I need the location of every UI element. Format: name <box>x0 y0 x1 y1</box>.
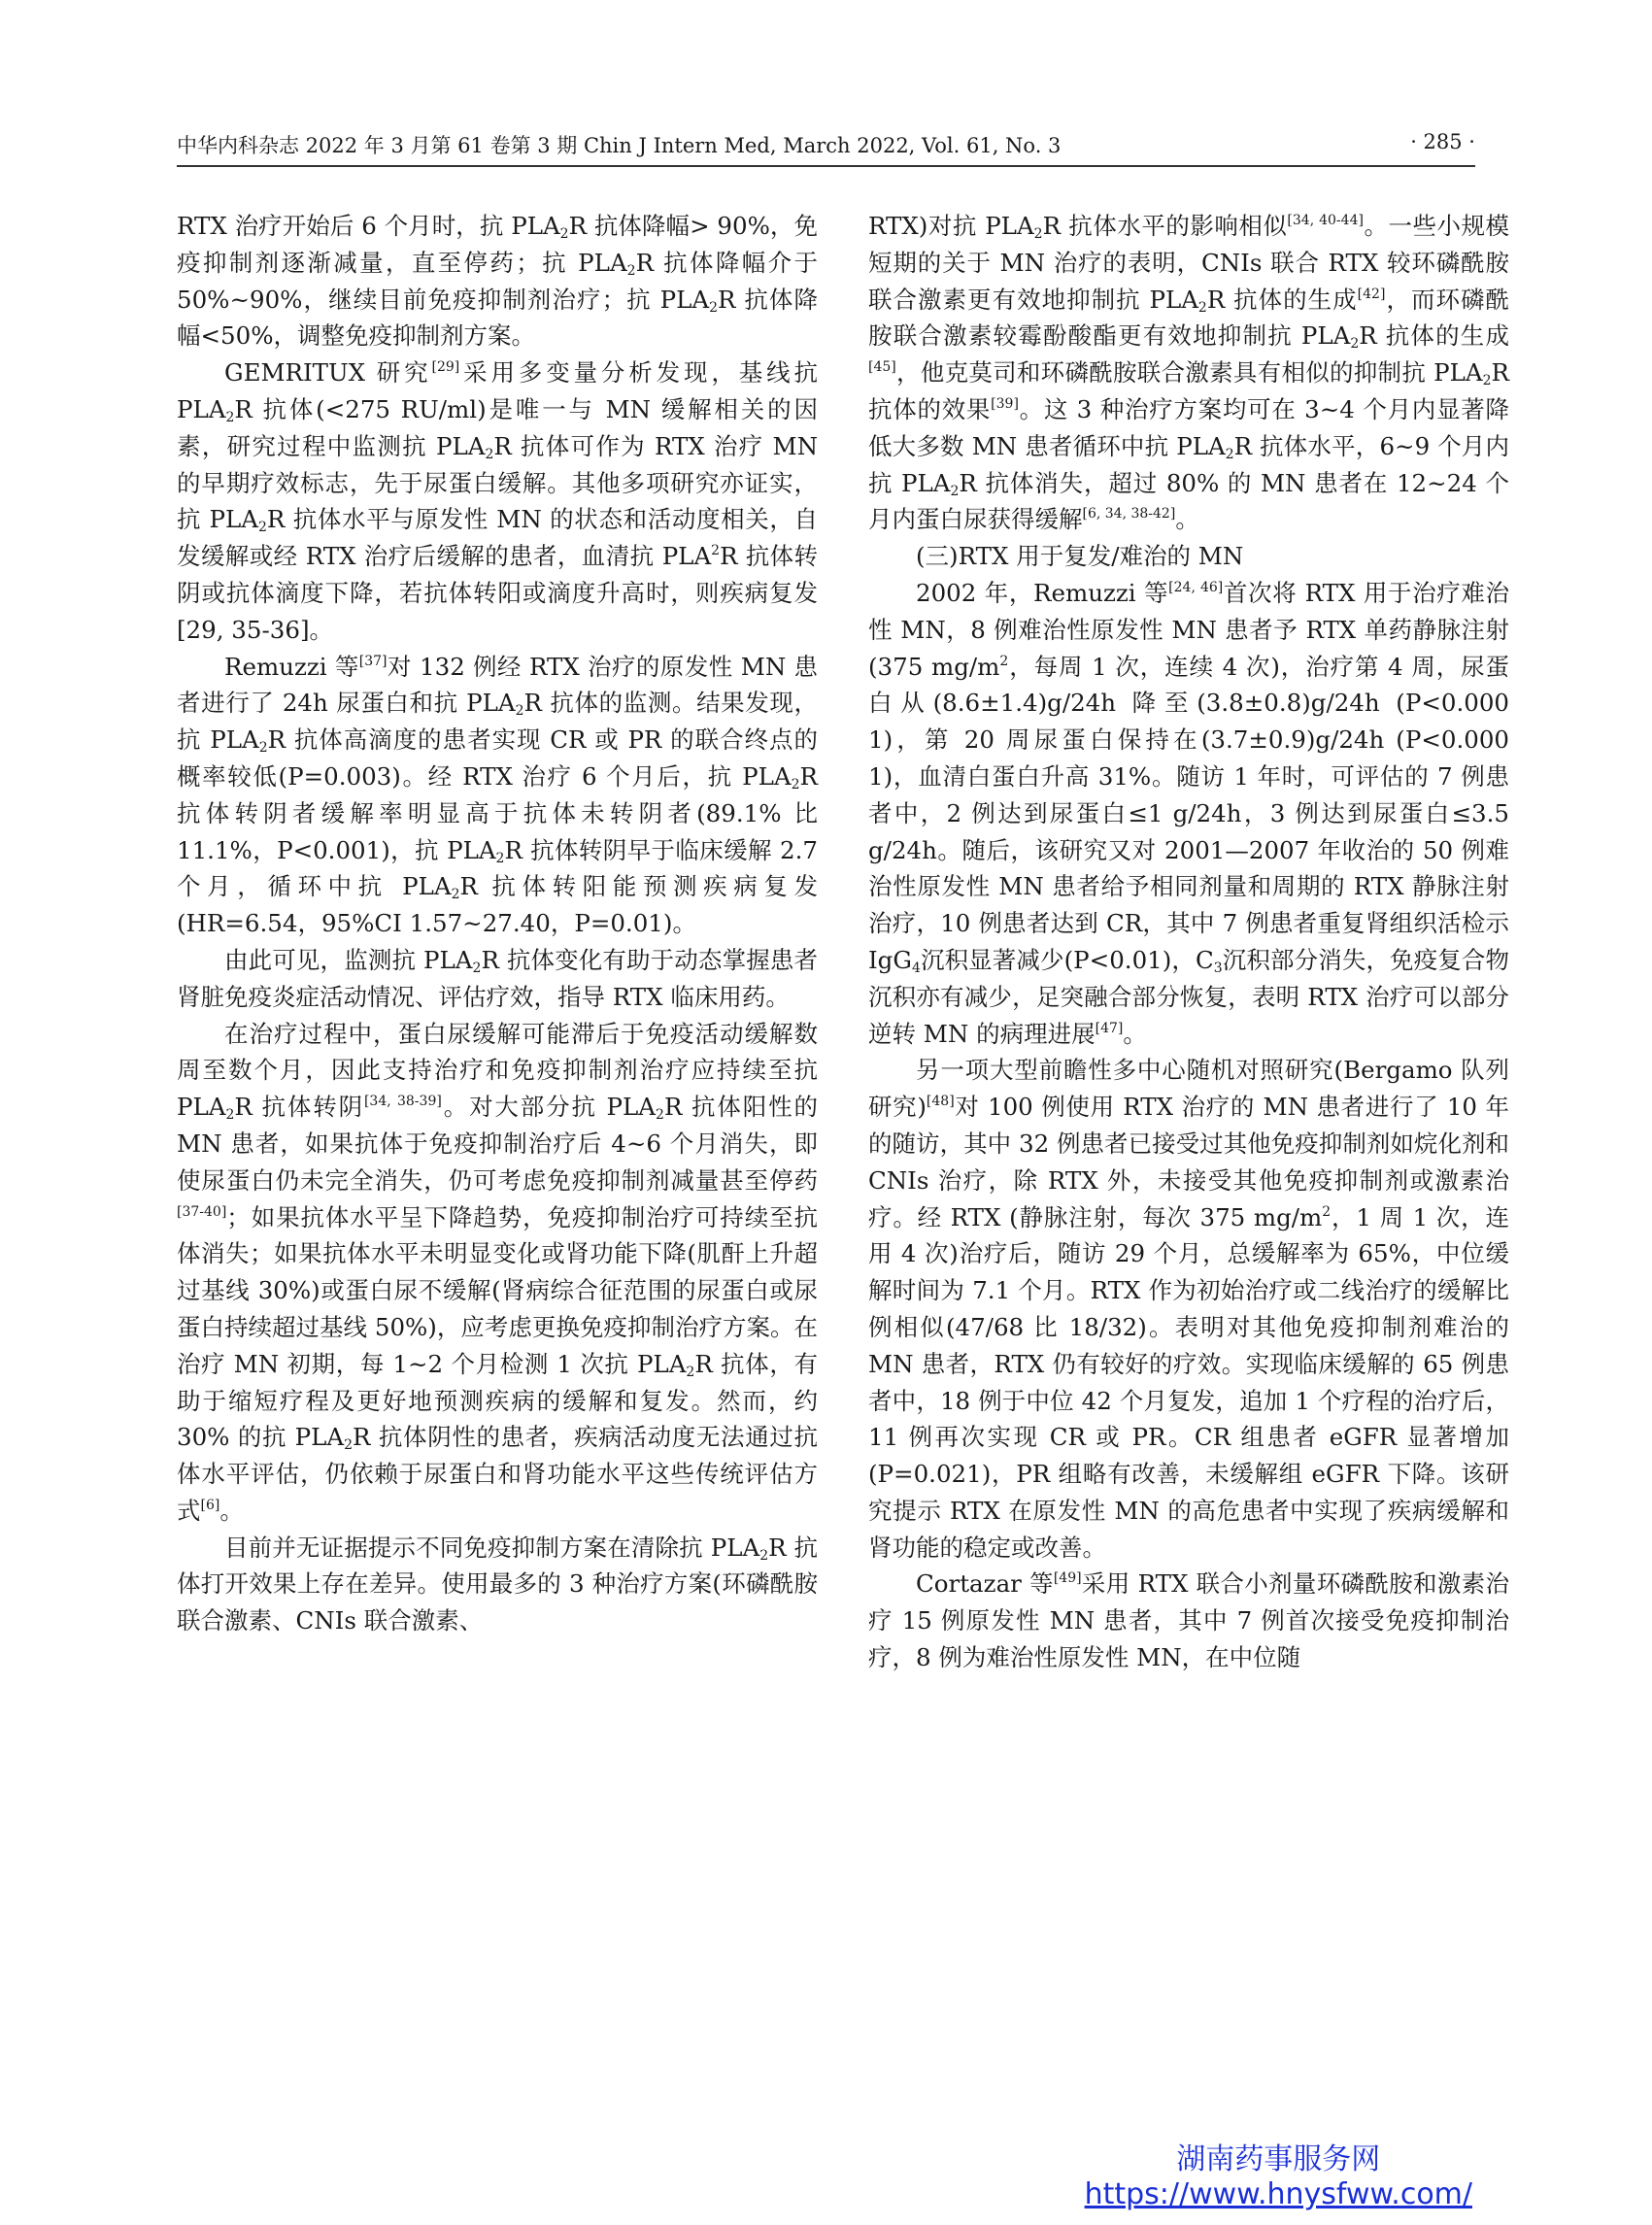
citation-ref: [6, 34, 38-42] <box>1082 506 1176 523</box>
subscript: 2 <box>1033 226 1043 242</box>
paragraph <box>177 1530 818 1639</box>
text-run: R 抗体转阴 <box>234 1093 364 1122</box>
watermark <box>1085 2142 1472 2212</box>
text-run: ，他克莫司和环磷酰胺联合激素具有相似的抑制抗 PLA <box>895 358 1483 388</box>
text-run: R 抗体阳性的 MN 患者，如果抗体于免疫抑制治疗后 4~6 个月消失，即使尿蛋白仍未完全消失，仍可考虑免疫抑制剂减量甚至停药 <box>177 1093 819 1195</box>
text-run: R 抗体消失，超过 80% 的 MN 患者在 12~24 个月内蛋白尿获得缓解 <box>868 468 1509 534</box>
paragraph <box>868 1566 1509 1675</box>
text-run: [29, 35-36] <box>177 615 310 644</box>
citation-ref: [34, 38-39] <box>363 1094 442 1110</box>
subscript: 2 <box>1225 446 1234 462</box>
text-run: 。 <box>219 1496 244 1525</box>
subscript: 2 <box>626 262 636 279</box>
subscript: 2 <box>225 409 235 425</box>
subscript: 2 <box>472 960 482 976</box>
subscript: 2 <box>451 887 460 903</box>
citation-ref: [42] <box>1357 286 1386 302</box>
text-run: 首次将 RTX 用于治疗难治性 MN，8 例难治性原发性 MN 患者予 RTX 单药静脉注射(375 mg/m <box>868 578 1509 681</box>
subscript: 2 <box>1482 373 1492 389</box>
subscript: 2 <box>258 520 267 536</box>
citation-ref: 2 <box>1322 1203 1332 1220</box>
citation-ref: [45] <box>868 359 896 376</box>
text-run: 目前并无证据提示不同免疫抑制方案在清除抗 PLA <box>224 1533 760 1562</box>
subscript: 2 <box>656 1107 664 1124</box>
watermark-url[interactable]: https://www.hnysfww.com/ <box>1084 2177 1472 2211</box>
citation-ref: [24, 46] <box>1168 579 1224 595</box>
text-run: R 抗体转阴或抗体滴度下降，若抗体转阳或滴度升高时，则疾病复发 <box>177 542 819 607</box>
left-column <box>177 208 818 1639</box>
paragraph <box>177 942 818 1016</box>
text-run: (三)RTX 用于复发/难治的 MN <box>916 542 1244 571</box>
citation-ref: [49] <box>1053 1570 1082 1587</box>
citation-ref: [34, 40-44] <box>1287 213 1364 228</box>
text-run: Remuzzi 等 <box>224 652 359 681</box>
text-run: R 抗体降幅> 90%，免疫抑制剂逐渐减量，直至停药；抗 PLA <box>177 212 818 277</box>
text-run: R 抗体水平，6~9 个月内抗 PLA <box>868 431 1509 497</box>
text-run: R 抗体，有助于缩短疗程及更好地预测疾病的缓解和复发。然而，约 30% 的抗 PLA <box>177 1349 819 1452</box>
text-run: R 抗体高滴度的患者实现 CR 或 PR 的联合终点的概率较低(P=0.003)。经 RTX 治疗 6 个月后，抗 PLA <box>177 725 818 791</box>
text-run: ，而环磷酰胺联合激素较霉酚酸酯更有效地抑制抗 PLA <box>868 285 1509 351</box>
subscript: 2 <box>495 850 505 866</box>
subscript: 3 <box>1213 960 1223 976</box>
subscript: 2 <box>950 483 960 499</box>
text-run: R 抗体可作为 RTX 治疗 MN 的早期疗效标志，先于尿蛋白缓解。其他多项研究亦证实，抗 PLA <box>177 431 819 534</box>
subscript: 2 <box>1350 336 1360 353</box>
text-run: R 抗体降幅介于 50%~90%，继续目前免疫抑制剂治疗；抗 PLA <box>177 248 819 314</box>
citation-ref: [29] <box>431 359 460 376</box>
text-run: 。对大部分抗 PLA <box>441 1093 657 1122</box>
text-run: R 抗体水平与原发性 MN 的状态和活动度相关，自发缓解或经 RTX 治疗后缓解的患者，血清抗 PLA <box>177 505 818 571</box>
paragraph <box>868 1052 1509 1566</box>
paragraph <box>177 208 818 354</box>
text-run: RTX)对抗 PLA <box>868 212 1034 240</box>
text-run: R 抗体的生成 <box>1206 285 1358 314</box>
citation-ref: [48] <box>926 1094 955 1110</box>
text-run: Cortazar 等 <box>916 1569 1054 1599</box>
paragraph <box>177 354 818 648</box>
page-number: · 285 · <box>1410 130 1475 153</box>
text-run: ；如果抗体水平呈下降趋势，免疫抑制治疗可持续至抗体消失；如果抗体水平未明显变化或肾功能下降(肌酐上升超过基线 30%)或蛋白尿不缓解(肾病综合征范围的尿蛋白或尿蛋白持续超过基线 50%)，应考虑更换免疫抑制治疗方案。在治疗 MN 初期，每 1~2 个月检测 1 次抗 PLA <box>177 1202 818 1378</box>
citation-ref: [37] <box>358 653 388 669</box>
text-run: R 抗体水平的影响相似 <box>1042 212 1288 240</box>
subscript: 2 <box>559 226 569 242</box>
citation-ref: [47] <box>1095 1020 1124 1036</box>
citation-ref: 2 <box>711 543 721 559</box>
text-run: R 抗体转阴者缓解率明显高于抗体未转阴者(89.1% 比 11.1%，P<0.001)，抗 PLA <box>177 761 818 864</box>
subscript: 2 <box>1197 299 1207 316</box>
citation-ref: [6] <box>200 1497 220 1513</box>
text-run: 。 <box>1175 505 1199 534</box>
paragraph <box>177 649 818 942</box>
text-run: 。 <box>1123 1019 1147 1048</box>
watermark-site-name: 湖南药事服务网 <box>1176 2142 1381 2176</box>
text-run: 对 132 例经 RTX 治疗的原发性 MN 患者进行了 24h 尿蛋白和抗 PLA <box>177 652 818 718</box>
text-run: 对 100 例使用 RTX 治疗的 MN 患者进行了 10 年的随访，其中 32 例患者已接受过其他免疫抑制剂如烷化剂和 CNIs 治疗，除 RTX 外，未接受其他免疫抑制剂或激素治疗。经 RTX (静脉注射，每次 375 mg/m <box>868 1093 1509 1231</box>
subscript: 2 <box>686 1364 695 1380</box>
text-run: R 抗体的生成 <box>1359 321 1510 351</box>
subscript: 4 <box>911 960 921 976</box>
subscript: 2 <box>709 299 718 316</box>
text-run: 另一项大型前瞻性多中心随机对照研究(Bergamo 队列研究) <box>868 1056 1509 1122</box>
text-run: R 抗体的监测。结果发现，抗 PLA <box>177 689 819 755</box>
text-run: 。 <box>309 615 333 644</box>
paragraph <box>868 575 1509 1052</box>
text-run: GEMRITUX 研究 <box>224 358 432 388</box>
text-run: 在治疗过程中，蛋白尿缓解可能滞后于免疫活动缓解数周至数个月，因此支持治疗和免疫抑制剂治疗应持续至抗 PLA <box>177 1019 818 1122</box>
subscript: 2 <box>791 776 800 792</box>
text-run: R 抗体打开效果上存在差异。使用最多的 3 种治疗方案(环磷酰胺联合激素、CNIs 联合激素、 <box>177 1533 818 1635</box>
text-run: 2002 年，Remuzzi 等 <box>916 578 1169 607</box>
text-run: R 抗体转阳能预测疾病复发(HR=6.54，95%CI 1.57~27.40，P=0.01)。 <box>177 872 818 938</box>
text-run: RTX 治疗开始后 6 个月时，抗 PLA <box>177 212 560 240</box>
subscript: 2 <box>344 1437 354 1454</box>
text-run: 采用 RTX 联合小剂量环磷酰胺和激素治疗 15 例原发性 MN 患者，其中 7 例首次接受免疫抑制治疗，8 例为难治性原发性 MN，在中位随 <box>868 1569 1509 1672</box>
citation-ref: [39] <box>991 395 1019 412</box>
text-run: 沉积部分消失，免疫复合物沉积亦有减少，足突融合部分恢复，表明 RTX 治疗可以部分逆转 MN 的病理进展 <box>868 945 1509 1048</box>
subscript: 2 <box>515 703 524 720</box>
subscript: 2 <box>258 740 268 757</box>
running-header <box>177 130 1475 167</box>
journal-citation: 中华内科杂志 2022 年 3 月第 61 卷第 3 期 Chin J Intern Med, March 2022, Vol. 61, No. 3 <box>177 134 1062 157</box>
text-run: R 抗体降幅<50%，调整免疫抑制剂方案。 <box>177 285 818 351</box>
paragraph <box>177 1016 818 1530</box>
text-run: 由此可见，监测抗 PLA <box>224 945 473 974</box>
right-column <box>868 208 1509 1676</box>
text-run: ，每周 1 次，连续 4 次)，治疗第 4 周，尿蛋白从(8.6±1.4)g/24h 降至(3.8±0.8)g/24h (P<0.000 1)，第 20 周尿蛋白保持在(3.7±0.9)g/24h (P<0.000 1)，血清白蛋白升高 31%。随访 1 年时，可评估的 7 例患者中，2 例达到尿蛋白≤1 g/24h，3 例达到尿蛋白≤3.5 g/24h。随后，该研究又对 2001—2007 年收治的 50 例难治性原发性 MN 患者给予相同剂量和周期的 RTX 静脉注射治疗，10 例患者达到 CR，其中 7 例患者重复肾组织活检示 IgG <box>868 652 1510 974</box>
subscript: 2 <box>485 446 494 462</box>
subscript: 2 <box>225 1107 235 1124</box>
text-run: 沉积显著减少(P<0.01)，C <box>920 945 1214 974</box>
citation-ref: 2 <box>999 653 1009 669</box>
paragraph <box>868 208 1509 538</box>
text-run: 。这 3 种治疗方案均可在 3~4 个月内显著降低大多数 MN 患者循环中抗 PLA <box>868 394 1510 460</box>
text-run: ，1 周 1 次，连用 4 次)治疗后，随访 29 个月，总缓解率为 65%，中位缓解时间为 7.1 个月。RTX 作为初始治疗或二线治疗的缓解比例相似(47/68 比 18/32)。表明对其他免疫抑制剂难治的 MN 患者，RTX 仍有较好的疗效。实现临床缓解的 65 例患者中，18 例于中位 42 个月复发，追加 1 个疗程的治疗后，11 例再次实现 CR 或 PR。CR 组患者 eGFR 显著增加(P=0.021)，PR 组略有改善，未缓解组 eGFR 下降。该研究提示 RTX 在原发性 MN 的高危患者中实现了疾病缓解和肾功能的稳定或改善。 <box>868 1202 1509 1562</box>
section-heading <box>868 538 1509 575</box>
text-run: 。一些小规模短期的关于 MN 治疗的表明，CNIs 联合 RTX 较环磷酰胺联合激素更有效地抑制抗 PLA <box>868 212 1510 314</box>
subscript: 2 <box>759 1547 769 1564</box>
text-run: R 抗体(<275 RU/ml)是唯一与 MN 缓解相关的因素，研究过程中监测抗 PLA <box>177 394 818 460</box>
text-run: R 抗体的效果 <box>868 358 1509 423</box>
citation-ref: [37-40] <box>177 1203 227 1220</box>
text-run: R 抗体转阴早于临床缓解 2.7 个月，循环中抗 PLA <box>177 835 818 901</box>
text-run: R 抗体阴性的患者，疾病活动度无法通过抗体水平评估，仍依赖于尿蛋白和肾功能水平这些传统评估方式 <box>177 1423 818 1525</box>
text-run: 采用多变量分析发现，基线抗 PLA <box>177 358 818 423</box>
text-run: R 抗体变化有助于动态掌握患者肾脏免疫炎症活动情况、评估疗效，指导 RTX 临床用药。 <box>177 945 818 1011</box>
